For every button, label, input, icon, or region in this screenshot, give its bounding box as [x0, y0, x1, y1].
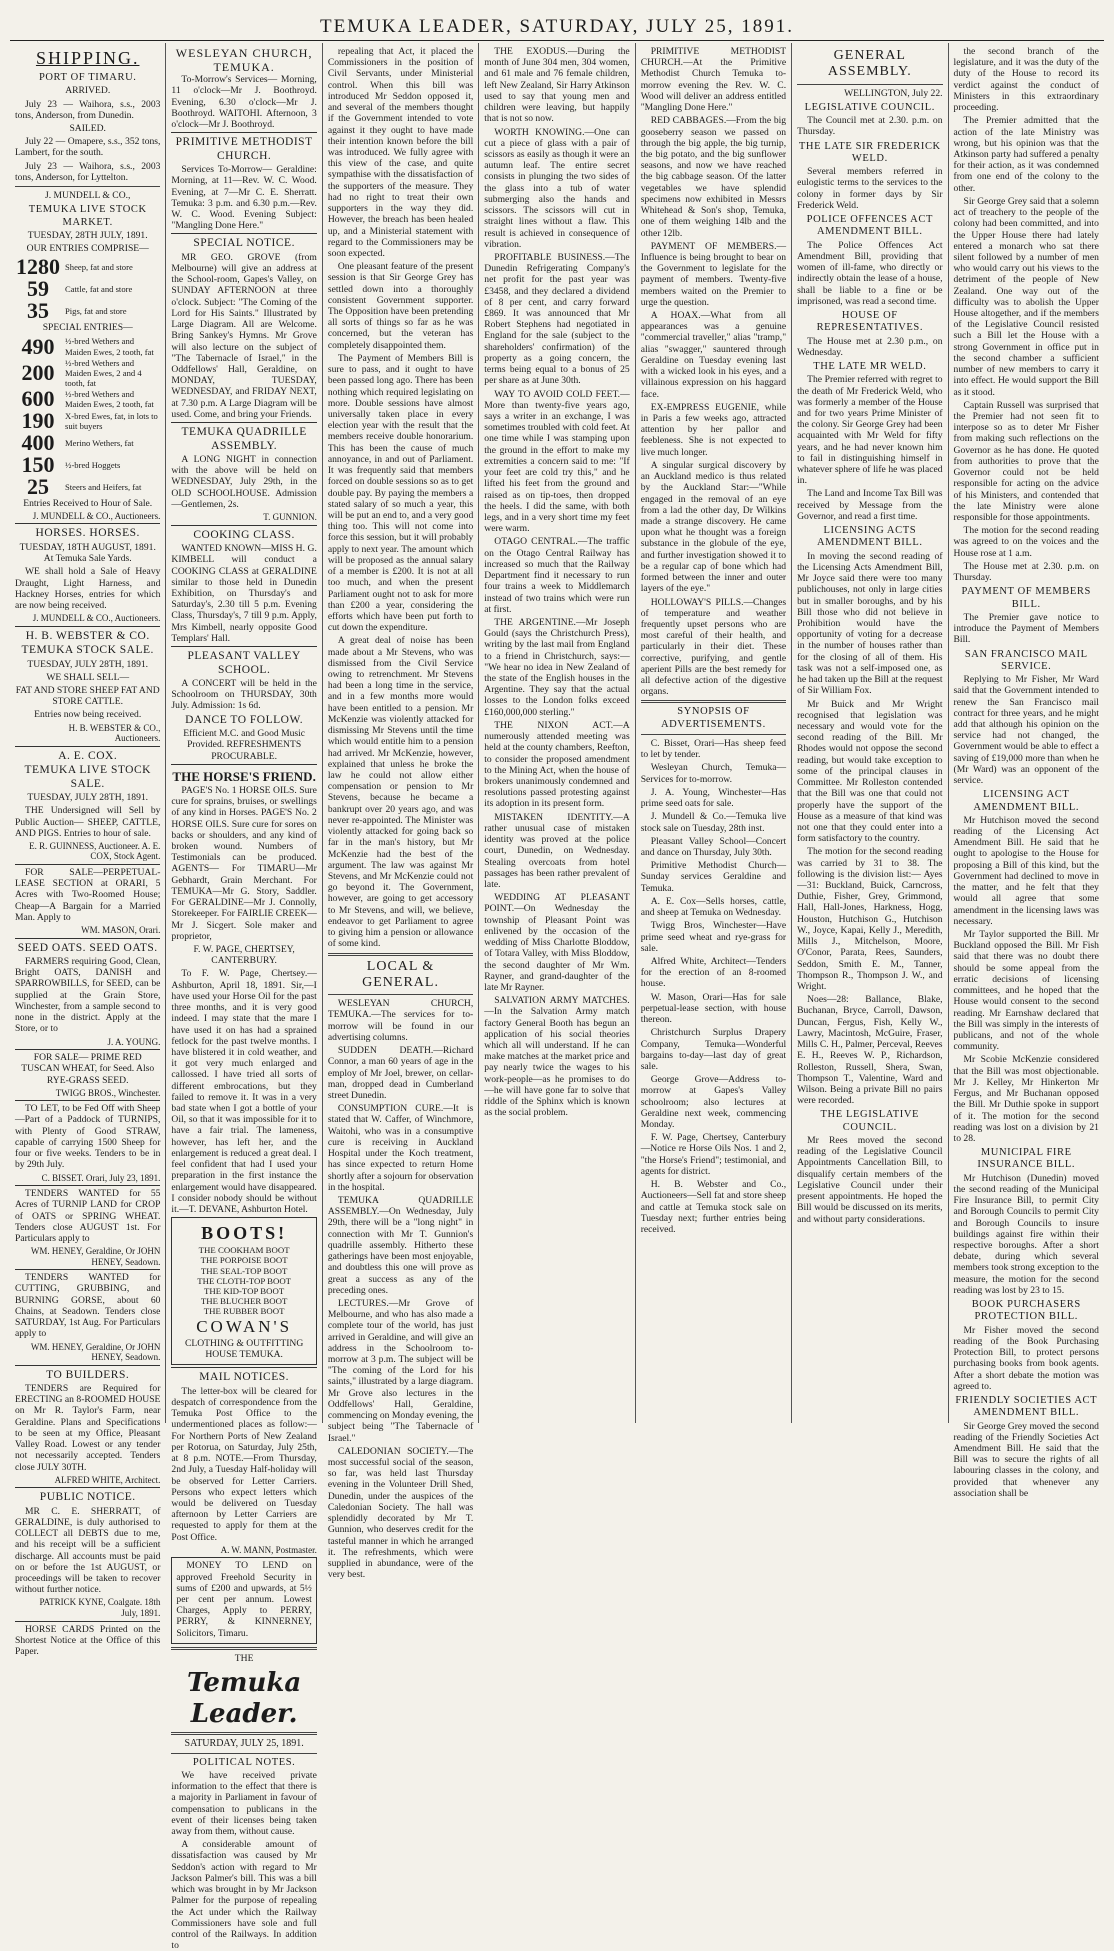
news-item: EX-EMPRESS EUGENIE, while in Paris a few weeks ago, attracted attention by her pallor and feebleness. She is not expected to live much longer.: [640, 401, 787, 458]
signature: TWIGG BROS., Winchester.: [55, 1087, 161, 1098]
sell-heading: WE SHALL SELL—: [46, 671, 130, 683]
list-item: THE CLOTH-TOP BOOT: [197, 1275, 292, 1286]
signature: C. BISSET. Orari, July 23, 1891.: [41, 1172, 161, 1183]
lot-row: 400 Merino Wethers, fat: [21, 429, 134, 455]
paragraph: Mr Taylor supported the Bill. Mr Buckland opposed the Bill. Mr Fish said that there was no doubt there should be some appeal from the erratic decisions of licensing committees, and he hoped that the House would consent to the second reading. Mr Earnshaw declared that the Bill was simply in the interests of publicans, and not of the whole community.: [953, 929, 1099, 1053]
sell-note: Entries now being received.: [34, 709, 142, 721]
school-body: A CONCERT will be held in the Schoolroom on THURSDAY, 30th July. Admission: 1s 6d.: [171, 677, 317, 712]
column-2: [166, 43, 322, 1951]
article-paragraph: The Payment of Members Bill is sure to pass, and it ought to have been passed long ago. There has been nothing which required legislating on more. Double sessions have almost universally taken place in every election year with the result that the members receive double honorarium. This has been the cause of much annoyance, in and out of Parliament. It was frequently said that members forced on double sessions so as to get double pay. By paying the members a stated salary of so much a year, this will be put an end to, and a very good thing too. This will not come into force this session, but it will probably apply to next year. The amount which will be proposed as the annual salary of a member is £200. It is not at all too much, and when the present Parliament ought not to ask for more than £200 a year, considering the efforts which have been put forth to cut down the expenditure.: [327, 352, 474, 634]
signature: J. MUNDELL & CO., Auctioneers.: [32, 510, 161, 521]
oats-heading: SEED OATS. SEED OATS.: [17, 941, 158, 954]
signature: E. R. GUINNESS, Auctioneer. A. E. COX, Stock Agent.: [29, 840, 161, 862]
stock-sale-date: TUESDAY, JULY 28TH, 1891.: [27, 658, 149, 670]
paragraph: Captain Russell was surprised that the Premier had not seen fit to interpose so as to deter Mr Fisher from making such reflections on the Governor as he has done. He quoted from authorities to prove that the Governor could not be held responsible for acting on the advice of his Ministers, and contended that the late Ministry were alone responsible for those appointments.: [953, 399, 1099, 523]
sell-items: FAT AND STORE SHEEP FAT AND STORE CATTLE.: [15, 685, 160, 708]
list-item: THE SEAL-TOP BOOT: [200, 1265, 288, 1276]
special-lots-list: [15, 333, 160, 499]
news-item: SUDDEN DEATH.—Richard Connor, a man 60 years of age in the employ of Mr Joel, brewer, on cellar-man, dropped dead in Cumberland street Dunedin.: [327, 1045, 474, 1101]
news-item: WORTH KNOWING.—One can cut a piece of glass with a pair of scissors as easily as though it were an autumn leaf. The entire secret consists in plunging the two sides of the glass into a tub of water submerging also the hands and scissors. The scissors will cut in straight lines without a flaw. This result is achieved in consequence of vibration.: [484, 126, 630, 250]
political-heading: POLITICAL NOTES.: [192, 1756, 296, 1768]
column-6: [792, 43, 948, 1423]
news-item: CALEDONIAN SOCIETY.—The most successful social of the season, so far, was held last Thursday evening in the Volunteer Drill Shed, Dunedin, under the auspices of the Caledonian Society. The hall was splendidly decorated by Mr T. Gunnion, who deserves credit for the tasteful manner in which he arranged it. The refreshments, which were supplied in abundance, were of the very best.: [327, 1445, 474, 1581]
special-notice-body: MR GEO. GROVE (from Melbourne) will give an address at the School-room, Gapes's Valley, on SUNDAY AFTERNOON at three o'clock. Subject: "The Coming of the Lord for His Saints." Illustrated by Large Diagram. All are Welcome. Bring Sankey's Hymns. Mr Grove will also lecture on the subject of "The Tabernacle of Israel," in the Oddfellows' Hall, Geraldine, on MONDAY, TUESDAY, WEDNESDAY, and FRIDAY NEXT, at 7.30 p.m. A Large Diagram will be used. Come, and bring your Friends.: [171, 251, 317, 420]
cox-sale-heading: TEMUKA LIVE STOCK SALE.: [24, 764, 151, 790]
news-item: TEMUKA QUADRILLE ASSEMBLY.—On Wednesday, July 29th, there will be a "long night" in connection with Mr T. Gunnion's quadrille assembly. Hitherto these gatherings have been most enjoyable, and doubtless this one will prove as great a success as any of the preceding ones.: [327, 1194, 474, 1296]
paragraph: The Police Offences Act Amendment Bill, providing that women of ill-fame, who directly or indirectly obtain the lease of a house, shall be liable to a fine or be imprisoned, was read a second time.: [797, 239, 943, 307]
list-item: F. W. Page, Chertsey, Canterbury—Notice re Horse Oils Nos. 1 and 2, "the Horse's Friend"; testimonial, and agents for district.: [640, 1132, 787, 1177]
general-assembly-heading: GENERAL ASSEMBLY.: [827, 48, 912, 80]
public-notice-heading: PUBLIC NOTICE.: [39, 1491, 136, 1504]
list-item: J. Mundell & Co.—Temuka live stock sale on Tuesday, 28th inst.: [640, 811, 787, 834]
signature: J. A. YOUNG.: [107, 1036, 161, 1047]
news-item: MISTAKEN IDENTITY.—A rather unusual case of mistaken identity was proved at the police court, Dunedin, on Wednesday. Stealing overcoats from hotel passages has been rather prevalent of late.: [484, 811, 630, 890]
lot-row: 25 Steers and Heifers, fat: [27, 473, 142, 499]
dance-heading: DANCE TO FOLLOW.: [185, 713, 304, 726]
paragraph: The motion for the second reading was carried by 31 to 38. The following is the division list:— Ayes—31: Buckland, Buick, Carncross, Duthie, Fisher, Grey, Grimmond, Hall, Hall-Jones, Harkness, Hogg, Houston, Hutchison G., Hutchison W., Joyce, Kapai, Kelly J., Meredith, Mills J., Mitchelson, Moore, O'Conor, Parata, Rees, Saunders, Seddon, Smith E. M., Tanner, Thompson R., Thompson J. W., and Wright.: [797, 846, 943, 992]
local-general-heading: LOCAL & GENERAL.: [362, 958, 439, 990]
special-notice-heading: SPECIAL NOTICE.: [193, 237, 295, 250]
wesleyan-body: To-Morrow's Services— Morning, 11 o'clock—Mr J. Boothroyd. Evening, 6.30 o'clock—Mr J. Boothroyd. WAITOHI. Afternoon, 3 o'clock—Mr J. Boothroyd.: [171, 74, 317, 130]
news-item: PRIMITIVE METHODIST CHURCH.—At the Primitive Methodist Church Temuka to-morrow evening the Rev. W. C. Wood will deliver an address entitled "Mangling Done Here.": [640, 46, 787, 114]
horses-friend-heading: THE HORSE'S FRIEND.: [172, 768, 316, 784]
subheading: THE LATE SIR FREDERICK WELD.: [798, 140, 941, 164]
sailing-2: July 23 — Waihora, s.s., 2003 tons, Anderson, for Lyttelton.: [15, 160, 161, 183]
paragraph: Mr Buick and Mr Wright recognised that legislation was necessary and would vote for the second reading of the Bill. Mr Rhodes would not oppose the second reading, but would take exception to some of the principal clauses in Committee. Mr Rolleston contended that the Bill was one that could not properly have the support of the House as a measure of that kind was not one that they could enter into a form satisfactory to the country.: [797, 698, 943, 845]
mail-body: The letter-box will be cleared for despatch of correspondence from the Temuka Post Office to the undermentioned places as follow:— For Northern Ports of New Zealand per Rotorua, on Saturday, July 25th, at 8 p.m. NOTE.—From Thursday, 2nd July, a Tuesday Half-holiday will be observed for Letter Carriers. Persons who expect letters which would be delivered on Tuesday afternoon by Letter Carriers are requested to apply for them at the Post Office.: [171, 1385, 317, 1543]
signature: F. W. PAGE, CHERTSEY, CANTERBURY.: [193, 943, 295, 967]
paragraph: The Land and Income Tax Bill was received by Message from the Governor, and read a first time.: [797, 488, 943, 522]
signature: PATRICK KYNE, Coalgate. 18th July, 1891.: [39, 1597, 161, 1618]
sailed-label: SAILED.: [69, 122, 106, 134]
news-item: OTAGO CENTRAL.—The traffic on the Otago Central Railway has increased so much that the Railway Department find it necessary to run four trains a week to Middlemarch instead of two trains which were run at first.: [484, 536, 630, 615]
paragraph: The Council met at 2.30. p.m. on Thursday.: [797, 115, 943, 138]
horses-friend-body: PAGE'S No. 1 HORSE OILS. Sure cure for sprains, bruises, or swellings of any kind in Horses. PAGE'S No. 2 HORSE OILS. Sure cure for sores on backs or shoulders, and any kind of broken wound. Numbers of Testimonials can be produced. AGENTS— For TIMARU—Mr Gebhardt, Grain Merchant. For TEMUKA—Mr G. Story, Saddler. For GERALDINE—Mr J. Connolly, Storekeeper. For FAIRLIE CREEK—Mr J. Sicgert. Sole maker and proprietor,: [171, 784, 317, 942]
quadrille-heading: TEMUKA QUADRILLE ASSEMBLY.: [181, 426, 307, 452]
stock-sale-heading: TEMUKA STOCK SALE.: [21, 644, 154, 657]
leader-date: SATURDAY, JULY 25, 1891.: [184, 1737, 304, 1749]
list-item: H. B. Webster and Co., Auctioneers—Sell fat and store sheep and cattle at Temuka stock sale on Tuesday next; further entries being received.: [640, 1179, 787, 1235]
quadrille-body: A LONG NIGHT in connection with the above will be held on WEDNESDAY, July 29th, in the OLD SCHOOLHOUSE. Admission—Gentlemen, 2s.: [171, 454, 317, 510]
wesleyan-heading: WESLEYAN CHURCH, TEMUKA.: [175, 46, 313, 75]
lot-row: 59 Cattle, fat and store: [27, 276, 133, 302]
list-item: George Grove—Address to-morrow at Gapes's Valley schoolroom; also lectures at Geraldine next week, commencing Monday.: [640, 1074, 787, 1131]
wheat-body: FOR SALE— PRIME RED TUSCAN WHEAT, for Seed. Also RYE-GRASS SEED.: [21, 1052, 155, 1086]
entries-note: Entries Received to Hour of Sale.: [23, 497, 153, 509]
list-item: THE KID-TOP BOOT: [204, 1285, 285, 1296]
subheading: LICENSING ACTS AMENDMENT BILL.: [817, 525, 923, 549]
page-header-title: TEMUKA LEADER, SATURDAY, JULY 25, 1891.: [320, 16, 794, 37]
news-item: RED CABBAGES.—From the big gooseberry season we passed on through the big apple, the big turnip, the big potato, and the big sunflower seasons, and now we have reached the big cabbage season. Of the latter vegetables we have splendid specimens now exhibited in Messrs Whitehead & Son's shop, Temuka, one of them weighing 14lb and the other 12lb.: [640, 115, 787, 239]
special-entries-heading: SPECIAL ENTRIES—: [42, 322, 133, 334]
paragraph: Mr Scobie McKenzie considered that the Bill was most objectionable. Mr J. Kelley, Mr Hinkerton Mr Fergus, and Mr Buchanan opposed the Bill. Mr Duthie spoke in support of it. The motion for the second reading was lost on a division by 21 to 28.: [953, 1054, 1099, 1144]
synopsis-heading: SYNOPSIS OF ADVERTISEMENTS.: [660, 706, 766, 730]
signature: H. B. WEBSTER & CO., Auctioneers.: [68, 722, 161, 744]
house-heading: HOUSE OF REPRESENTATIVES.: [816, 310, 924, 334]
lot-row: 190 X-bred Ewes, fat, in lots to suit buyers: [21, 407, 158, 433]
list-item: A. E. Cox—Sells horses, cattle, and sheep at Temuka on Wednesday.: [640, 895, 787, 919]
paragraph: Mr Hutchison moved the second reading of the Licensing Act Amendment Bill. He said that he ought to apologise to the House for proposing a Bill of this kind, but the Government had declined to move in the matter, and he felt that they would all agree that some amendment in the licensing laws was necessary.: [953, 814, 1099, 927]
list-item: J. A. Young, Winchester—Has prime seed oats for sale.: [640, 786, 787, 810]
shipping-heading: SHIPPING.: [35, 48, 140, 68]
list-item: W. Mason, Orari—Has for sale perpetual-lease section, with house thereon.: [640, 991, 787, 1026]
political-p2: A considerable amount of dissatisfaction was caused by Mr Seddon's action with regard to Mr Jackson Palmer's bill. This was a bill which was brought in by Mr Jackson Palmer for the purpose of repealing the Act under which the Railway Commissioners have sole and full control of the Railways. In addition to: [171, 1839, 317, 1951]
paragraph: Mr Fisher moved the second reading of the Book Purchasing Protection Bill, to protect persons purchasing books from book agents. After a short debate the motion was agreed to.: [953, 1324, 1099, 1392]
paragraph: Mr Hutchison (Dunedin) moved the second reading of the Municipal Fire Insurance Bill, to permit City and Borough Councils to permit City and Borough Councils to insure buildings against fire within their respective boroughs. After a short debate, during which several members took strong exception to the measure, the motion for the second reading was lost by 23 to 15.: [953, 1172, 1099, 1296]
cowans-heading: COWAN'S: [196, 1317, 293, 1337]
news-item: THE ARGENTINE.—Mr Joseph Gould (says the Christchurch Press), writing by the last mail from England to a friend in Christchurch, says:— "We hear no idea in New Zealand of the state of the English houses in the Argentine. They say that the actual losses to the London folks exceed £160,000,000 sterling.": [484, 616, 630, 718]
list-item: Twigg Bros, Winchester—Have prime seed wheat and rye-grass for sale.: [640, 920, 787, 954]
mail-heading: MAIL NOTICES.: [199, 1371, 290, 1384]
column-3: [323, 43, 479, 1581]
news-item: A singular surgical discovery by an Auckland medico is thus related by the Auckland Star:—"While engaged in the removal of an eye from a lad the other day, Dr Wilkins made a strange discovery. He came upon what he thought was a foreign substance in the globule of the eye, and further investigation showed it to be a regular cap of bone which had formed between the inner and outer layers of the eye.": [640, 459, 787, 595]
lots-list: [15, 256, 160, 322]
column-7: [949, 43, 1104, 1499]
column-4: [479, 43, 635, 1423]
testimonial-letter: To F. W. Page, Chertsey.—Ashburton, April 18, 1891. Sir,—I have used your Horse Oil for the past three months, and it is very good indeed. I may state that the mare I have used it on has had a sprained fetlock for the past twelve months. I have blistered it in cold weather, and it got very much enlarged and callossed. I have tried all sorts of different embrocations, but they failed to remove it. It was in a very bad state when I got a bottle of your Oil, so that it was impossible for it to have a fair trial. The lameness, however, has left her, and the enlargement is reduced a great deal. I feel confident that had I used your preparation in the first instance the enlargement would have disappeared. I consider nobody should be without it.—T. DEVANE, Ashburton Hotel.: [171, 968, 317, 1216]
horses-heading: HORSES. HORSES.: [35, 527, 140, 540]
column-1: [10, 43, 166, 1657]
columns: [10, 43, 1104, 1951]
news-item: LECTURES.—Mr Grove of Melbourne, and who has also made a complete tour of the world, has just arrived in Geraldine, and will give an address in the Schoolroom to-morrow at 3 p.m. The subject will be "The coming of the Lord for his saints," illustrated by a large diagram. Mr Grove also lectures in the Oddfellows' Hall, Geraldine, commencing on Monday evening, the subject being "The Tabernacle of Israel.": [327, 1297, 474, 1444]
subheading: PAYMENT OF MEMBERS BILL.: [961, 586, 1091, 610]
oats-body: FARMERS requiring Good, Clean, Bright OATS, DANISH and SPARROWBILLS, for SEED, can be supplied at the Grain Store, Winchester, from a sample second to none in the district. Apply at the Store, or to: [15, 956, 161, 1035]
signature: A. W. MANN, Postmaster.: [220, 1544, 317, 1555]
paragraph: Several members referred in eulogistic terms to the services to the colony in former days by Sir Frederick Weld.: [797, 166, 943, 211]
money-to-lend: MONEY TO LEND on approved Freehold Security in sums of £200 and upwards, at 5½ per cent per annum. Lowest Charges, Apply to PERRY, PERRY, & KINNERNEY, Solicitors, Timaru.: [176, 1560, 312, 1639]
news-item: THE NIXON ACT.—A numerously attended meeting was held at the county chambers, Reefton, to consider the proposed amendment to the Mining Act, when the house of brokers unanimously condemned and resolutions passed protesting against its adoption in its present form.: [484, 719, 630, 810]
public-notice-body: MR C. E. SHERRATT, of GERALDINE, is duly authorised to COLLECT all DEBTS due to me, and his receipt will be a sufficient discharge. All accounts must be paid on or before the 1st AUGUST, or proceedings will be taken to recover without further notice.: [15, 1505, 161, 1596]
news-item: PAYMENT OF MEMBERS.—Influence is being brought to bear on the Government to legislate for the payment of members. Twenty-five members waited on the Premier to urge the question.: [640, 240, 787, 308]
lot-row: 600 ½-bred Wethers and Maiden Ewes, 2 tooth, fat: [21, 385, 154, 411]
market-date: TUESDAY, 28TH JULY, 1891.: [27, 229, 148, 241]
arrived-label: ARRIVED.: [65, 85, 111, 97]
list-item: Wesleyan Church, Temuka—Services for to-morrow.: [640, 762, 787, 785]
paragraph: The Premier admitted that the action of the late Ministry was wrong, but his opinion was that the Atkinson party had suffered a penalty for their action, as it was condemned from one end of the colony to the other.: [953, 115, 1099, 194]
paragraph: The Premier gave notice to introduce the Payment of Members Bill.: [953, 611, 1099, 646]
horses-body: WE shall hold a Sale of Heavy Draught, Light Harness, and Hackney Horses, entries for which are now being received.: [15, 566, 161, 611]
news-item: WEDDING AT PLEASANT POINT.—On Wednesday the township of Pleasant Point was enlivened by the occasion of the wedding of Miss Charlotte Bloddow, of Totara Valley, with Miss Bloddow, the second daughter of Mr Wm. Rayner, and grand-daughter of the late Mr Rayner.: [484, 892, 630, 993]
list-item: THE BLUCHER BOOT: [200, 1295, 288, 1306]
signature: T. GUNNION.: [263, 512, 317, 523]
tenders-2-body: TENDERS WANTED for CUTTING, GRUBBING, and BURNING GORSE, about 60 Chains, at Seadown. Tenders close SATURDAY, 1st Aug. For Particulars apply to: [15, 1272, 161, 1340]
news-item: HOLLOWAY'S PILLS.—Changes of temperature and weather frequently upset persons who are most careful of their health, and particularly in their diet. These corrective, purifying, and gentle aperient Pills are the best remedy for all defective action of the digestive organs.: [640, 596, 787, 698]
news-item: WAY TO AVOID COLD FEET.—More than twenty-five years ago, says a writer in an exchange, I was sometimes troubled with cold feet. At one time while I was stamping upon the ground in the effort to make my extremities a concern said to me: "If your feet are cold try this," and he lifted his feet from the ground and raised as on tip-toes, then dropped the heels. I did the same, with both legs, and in a very short time my feet were warm.: [484, 388, 630, 535]
list-item: Pleasant Valley School—Concert and dance on Thursday, July 30th.: [640, 835, 787, 858]
horse-cards-notice: HORSE CARDS Printed on the Shortest Notice at the Office of this Paper.: [15, 1623, 161, 1657]
political-p1: We have received private information to the effect that there is a majority in Parliament in favour of compensation to publicans in the event of their licenses being taken away from them, without cause.: [171, 1769, 317, 1838]
news-item: A HOAX.—What from all appearances was a genuine "commercial traveller," alias "tramp," alias "swagger," sauntered through Geraldine on Tuesday evening last with a wicked look in his eyes, and a villainous expression on his haggard face.: [640, 310, 787, 400]
cowans-tagline: CLOTHING & OUTFITTING HOUSE TEMUKA.: [184, 1337, 304, 1361]
paragraph: Mr Rees moved the second reading of the Legislative Council Appointments Cancellation Bill, to disqualify certain members of the Legislative Council under their present appointments. He hoped the Bill would be discussed on its merits, and without party considerations.: [797, 1134, 943, 1225]
list-item: THE RUBBER BOOT: [203, 1305, 285, 1316]
mundell-name: J. MUNDELL & CO.,: [44, 190, 131, 202]
news-item: THE EXODUS.—During the month of June 304 men, 304 women, and 61 male and 76 female children, left New Zealand, Sir Harry Atkinson used to say that young men and children were leaving, but happily that is not so now.: [484, 46, 630, 125]
list-item: THE COOKHAM BOOT: [198, 1245, 290, 1256]
article-paragraph: A great deal of noise has been made about a Mr Stevens, who was dismissed from the Civil Service owing to retrenchment. Mr Stevens had been a long time in the service, and in a few months more would have been entitled to a pension. Mr McKenzie was violently attacked for dismissing Mr Stevens until the time which would entitle him to a pension had arrived. Mr McKenzie, however, explained that unless he broke the law he could not allow either compensation or pension to Mr Stevens, because he became a bankrupt over 20 years ago, and was never re-appointed. The Minister was violently attacked for going back so far in the man's history, but Mr McKenzie had the best of the argument. The law was against Mr Stevens, and Mr McKenzie could not go beyond it. The Government, however, are going to get accessory to Mr Stevens, and will, we believe, endeavor to get Parliament to agree to giving him a pension or allowance of some kind.: [327, 635, 474, 950]
port-heading: PORT OF TIMARU.: [38, 72, 137, 84]
market-heading: TEMUKA LIVE STOCK MARKET.: [28, 204, 147, 228]
boots-heading: BOOTS!: [201, 1223, 288, 1244]
boot-list: [176, 1245, 311, 1316]
legislative-heading: LEGISLATIVE COUNCIL.: [804, 101, 936, 113]
cox-sale-date: TUESDAY, JULY 28TH, 1891.: [27, 792, 149, 804]
subheading: THE LEGISLATIVE COUNCIL.: [820, 1109, 920, 1133]
signature: WM. HENEY, Geraldine, Or JOHN HENEY, Seadown.: [30, 1246, 161, 1267]
builders-body: TENDERS are Required for ERECTING an 8-ROOMED HOUSE on Mr R. Taylor's Farm, near Geraldine. Plans and Specifications to be seen at my Office, Pleasant Valley Road. Lowest or any tender not necessarily accepted. Tenders close JULY 30TH.: [15, 1383, 161, 1473]
column-5: [636, 43, 792, 1423]
sailing-1: July 22 — Omapere, s.s., 352 tons, Lambert, for the south.: [15, 136, 161, 159]
primitive-heading: PRIMITIVE METHODIST CHURCH.: [175, 136, 313, 162]
paragraph: The Premier referred with regret to the death of Mr Frederick Weld, who was formerly a member of the House and for two years Prime Minister of the colony. Sir George Grey had been acquainted with Mr Weld for fifty years, and he had never known him to fail in distinguishing himself in whatever sphere of life he was placed in.: [797, 374, 943, 487]
horses-date: TUESDAY, 18TH AUGUST, 1891. At Temuka Sale Yards.: [19, 541, 156, 565]
lot-row: 200 ½-bred Wethers and Maiden Ewes, 2 and 4 tooth, fat: [21, 357, 142, 388]
signature: WM. MASON, Orari.: [81, 925, 161, 936]
arrival-1: July 23 — Waihora, s.s., 2003 tons, Anderson, from Dunedin.: [15, 98, 161, 121]
subheading: SAN FRANCISCO MAIL SERVICE.: [964, 648, 1088, 672]
paragraph: The motion for the second reading was agreed to on the voices and the House rose at 1 a.m.: [953, 525, 1099, 559]
list-item: Alfred White, Architect—Tenders for the erection of an 8-roomed house.: [640, 955, 787, 990]
paragraph: the second branch of the legislature, and it was the duty of the duty of the House to record its verdict against the conduct of Ministers in this extraordinary proceeding.: [953, 46, 1099, 114]
list-item: C. Bisset, Orari—Has sheep feed to let by tender.: [640, 738, 787, 761]
list-item: Christchurch Surplus Drapery Company, Temuka—Wonderful bargains to-day—last day of great sale.: [640, 1027, 787, 1072]
article-paragraph: repealing that Act, it placed the Commissioners in the position of Civil Servants, under Ministerial control. When this bill was introduced Mr Seddon opposed it, and several of the members thought if the Government intended to vote against it they ought to have made their intention known before the bill was introduced. We fully agree with this view of the case, and quite sympathise with the dissatisfaction of the supporters of the measure. They had no right to treat their own supporters in the way they did. However, the breach has been healed up, and a Ministerial statement with regard to the Commissioners may be soon expected.: [327, 46, 474, 259]
subheading: BOOK PURCHASERS PROTECTION BILL.: [971, 1299, 1081, 1323]
let-body: TO LET, to be Fed Off with Sheep—Part of a Paddock of TURNIPS, with Plenty of Good STRAW, capable of carrying 1500 Sheep for four or five weeks. Tenders to be in by 29th July.: [15, 1103, 161, 1171]
cox-heading: A. E. COX.: [58, 749, 118, 762]
subheading: FRIENDLY SOCIETIES ACT AMENDMENT BILL.: [955, 1395, 1098, 1419]
subheading: POLICE OFFENCES ACT AMENDMENT BILL.: [806, 214, 933, 238]
list-item: THE PORPOISE BOOT: [200, 1255, 288, 1266]
masthead: [10, 8, 1104, 41]
signature: ALFRED WHITE, Architect.: [54, 1474, 161, 1485]
news-item: SALVATION ARMY MATCHES.—In the Salvation Army match factory General Booth has begun an application of his social theories which all will understand. If he can make matches at the market price and pay nearly twice the wages to his work-people—as he promises to do—he will have gone far to solve that riddle of the Sphinx which is known as the social problem.: [484, 995, 630, 1119]
subheading: THE LATE MR WELD.: [813, 361, 927, 372]
tenders-1-body: TENDERS WANTED for 55 Acres of TURNIP LAND for CROP of OATS or SPRING WHEAT. Tenders close AUGUST 1st. For Particulars apply to: [15, 1188, 161, 1244]
leader-the: THE: [234, 1652, 254, 1664]
list-item: Primitive Methodist Church—Sunday services Geraldine and Temuka.: [640, 860, 787, 894]
paragraph: Replying to Mr Fisher, Mr Ward said that the Government intended to renew the San Francisco mail contract for three years, and he might add that although his opinion on the service had not changed, the Government would be able to effect a saving of £19,000 more than when he (Mr Ward) was an opponent of the service.: [953, 674, 1099, 787]
paragraph: Sir George Grey moved the second reading of the Friendly Societies Act Amendment Bill. He said that the Bill was to secure the rights of all labouring classes in the colony, and provided that whenever any association shall be: [953, 1420, 1099, 1499]
cooking-heading: COOKING CLASS.: [193, 528, 295, 541]
paragraph: The House met at 2.30. p.m. on Thursday.: [953, 560, 1099, 584]
paragraph: In moving the second reading of the Licensing Acts Amendment Bill, Mr Joyce said there were too many publichouses, not only in large cities but in smaller boroughs, and by his Bill those who did not believe in Prohibition would have the opportunity of voting for a decrease in the number of houses rather than for the closing of all of them. His task was not a self-imposed one, as he had taken up the Bill at the request of Sir William Fox.: [797, 550, 943, 697]
dateline: WELLINGTON, July 22.: [844, 87, 943, 99]
webster-heading: H. B. WEBSTER & CO.: [25, 629, 150, 642]
primitive-body: Services To-Morrow— Geraldine: Morning, at 11—Rev. W. C. Wood. Evening, at 7—Mr C. E. Sherratt. Temuka: 3 p.m. and 6.30 p.m.—Rev. W. C. Wood. Evening Subject: "Mangling Done Here.": [171, 164, 317, 232]
school-heading: PLEASANT VALLEY SCHOOL.: [187, 650, 301, 676]
article-paragraph: One pleasant feature of the present session is that Sir George Grey has settled down into a thoroughly consistent Government supporter. The Opposition have been pretending all sorts of things so far as he was concerned, but the veteran has completely disappointed them.: [327, 261, 474, 351]
news-item: WESLEYAN CHURCH, TEMUKA.—The services for to-morrow will be found in our advertising columns.: [327, 998, 474, 1043]
leader-masthead: Temuka Leader.: [187, 1668, 302, 1729]
dance-body: Efficient M.C. and Good Music Provided. REFRESHMENTS PROCURABLE.: [183, 728, 306, 762]
lease-body: FOR SALE—PERPETUAL-LEASE SECTION at ORARI, 5 Acres with Two-Roomed House; Cheap—A Bargain for a Married Man. Apply to: [15, 866, 161, 923]
lot-row: 490 ½-bred Wethers and Maiden Ewes, 2 tooth, fat: [21, 333, 154, 359]
paragraph: The House met at 2.30 p.m., on Wednesday.: [797, 335, 943, 358]
paragraph: Noes—28: Ballance, Blake, Buchanan, Bryce, Carroll, Dawson, Duncan, Fergus, Fish, Kelly W., Lawry, Macintosh, McGuire, Fraser, Mills C. H., Palmer, Perceval, Reeves E. H., Reeves W. P., Richardson, Rolleston, Russell, Shera, Swan, Thompson T., Valentine, Ward and Wilson. Being a private Bill no pairs were recorded.: [797, 994, 943, 1107]
lot-row: 35 Pigs, fat and store: [27, 298, 127, 324]
cox-body: THE Undersigned will Sell by Public Auction— SHEEP, CATTLE, AND PIGS. Entries to hour of sale.: [15, 805, 161, 839]
news-item: CONSUMPTION CURE.—It is stated that W. Caffer, of Winchmore, Waitohi, who was in a consumptive cure is receiving in Auckland Hospital under the Koch treatment, has since expected to return Home shortly after a sojourn for observation in the hospital.: [327, 1103, 474, 1193]
signature: J. MUNDELL & CO., Auctioneers.: [32, 613, 161, 624]
paragraph: Sir George Grey said that a solemn act of treachery to the people of the colony had been committed, and into the Upper House there had lately entered a monarch who sat there silent followed by a number of men who would carry out his views to the detriment of the people of New Zealand. One way out of the difficulty was to abolish the Upper House altogether, and if the members of the Legislative Council resisted such a Bill let the House with a strong Government in office put in the second chamber a sufficient number of new members to carry it into effect. He would support the Bill as it stood.: [953, 195, 1099, 398]
signature: WM. HENEY, Geraldine, Or JOHN HENEY, Seadown.: [30, 1341, 161, 1363]
cooking-body: WANTED KNOWN—MISS H. G. KIMBELL will conduct a COOKING CLASS at GERALDINE similar to those held in Dunedin Exhibition, on Thursday's and Saturday's, 2.30 till 5 p.m. Evening Class, Thursday's, 7 till 9 p.m. Apply, Mrs Kimbell, nearly opposite Good Templars' Hall.: [171, 543, 317, 644]
subheading: MUNICIPAL FIRE INSURANCE BILL.: [977, 1147, 1076, 1171]
lot-row: 1280 Sheep, fat and store: [16, 254, 133, 280]
news-item: PROFITABLE BUSINESS.—The Dunedin Refrigerating Company's net profit for the past year was £3458, and they declared a dividend of 8 per cent, and carry forward £869. It was announced that Mr Robert Stephens had negotiated in England for the sale (subject to the shareholders' confirmation) of the property as a going concern, the terms being equal to a bonus of 25 per share as at June 30th.: [484, 251, 630, 387]
entries-heading: OUR ENTRIES COMPRISE—: [26, 243, 149, 255]
builders-heading: TO BUILDERS.: [46, 1368, 130, 1381]
lot-row: 150 ½-bred Hoggets: [21, 451, 121, 477]
subheading: LICENSING ACT AMENDMENT BILL.: [973, 789, 1080, 813]
